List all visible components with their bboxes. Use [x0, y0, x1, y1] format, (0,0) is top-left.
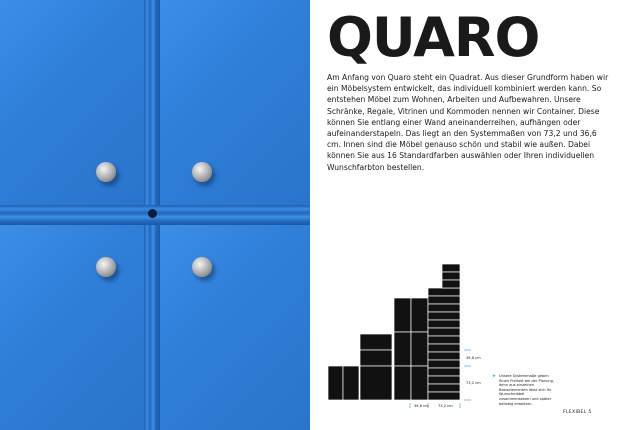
page-number: 5	[588, 410, 592, 415]
page-title: QUARO	[327, 6, 540, 69]
page-footer	[563, 410, 592, 415]
footer-label: FLEXIBEL	[563, 410, 587, 415]
cabinet-knob-icon	[96, 162, 116, 182]
cabinet-door-top-left	[0, 0, 144, 205]
side-note: Unsere Systemmaße geben Ihnen Freiheit bei der Planung, denn aus einzelnen Basiselementen lässt sich Ihr Wunschmöbel zusammensetzen und später beliebig erweitern.	[499, 374, 555, 406]
cabinet-door-bottom-left	[0, 225, 144, 430]
cabinet-knob-icon	[192, 162, 212, 182]
cabinet-knob-icon	[192, 257, 212, 277]
cabinet-knob-icon	[96, 257, 116, 277]
width-label-small: 36,6 cm	[414, 404, 429, 408]
intro-paragraph: Am Anfang von Quaro steht ein Quadrat. Aus dieser Grundform haben wir ein Möbelsystem entwickelt, das individuell kombiniert werden kann. So entstehen Möbel zum Wohnen, Arbeiten und Aufbewahren. Unsere Schränke, Regale, Vitrinen und Kommoden nennen wir Container. Diese können Sie entlang einer Wand aneinanderreihen, aufhängen oder aufeinanderstapeln. Das liegt an den Systemmaßen von 73,2 und 36,6 cm. Innen sind die Möbel genauso schön und stabil wie außen. Dabei können Sie aus 16 Standardfarben auswählen oder Ihren individuellen Wunschfarbton bestellen.	[327, 73, 609, 172]
module-blocks	[328, 264, 460, 400]
cabinet-door-top-right	[160, 0, 310, 205]
cabinet-door-bottom-right	[160, 225, 310, 430]
height-label-small: 36,6 cm	[466, 356, 481, 360]
module-stack-diagram	[326, 260, 496, 410]
width-label-large: 73,2 cm	[438, 404, 453, 408]
note-arrow-icon: ▸	[493, 373, 496, 379]
height-label-large: 73,2 cm	[466, 381, 481, 385]
corner-joint	[148, 209, 157, 218]
